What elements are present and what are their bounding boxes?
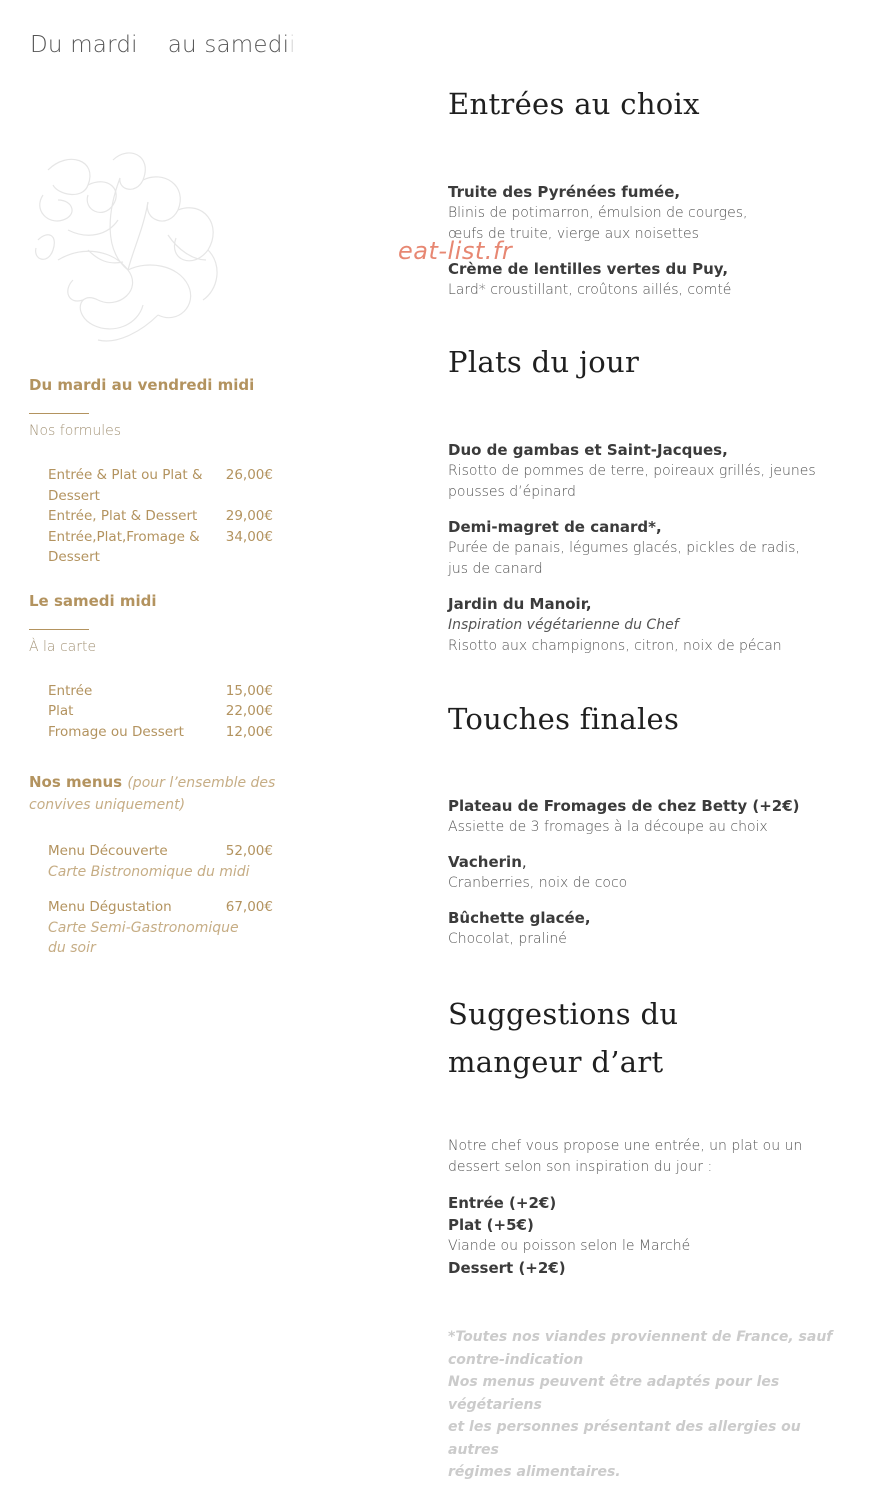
price-row — [48, 527, 289, 568]
dish-name-suffix: , — [521, 853, 527, 871]
plats-title: Plats du jour — [448, 345, 640, 379]
footnote-line: et les personnes présentant des allergies ou autres — [448, 1419, 801, 1458]
dish-name: Duo de gambas et Saint-Jacques, — [448, 441, 728, 459]
dish-desc: Chocolat, praliné — [448, 931, 567, 947]
price-label: Plat — [48, 703, 74, 719]
price-label: Menu Découverte — [48, 843, 168, 859]
price-row — [48, 506, 289, 527]
saturday-title: Le samedi midi — [29, 591, 157, 610]
dish-desc: jus de canard — [448, 561, 543, 577]
dish-desc: Lard* croustillant, croûtons aillés, comté — [448, 282, 732, 298]
weekday-subtitle: Nos formules — [29, 423, 122, 439]
suggestions-title-line2: mangeur d’art — [448, 1045, 664, 1079]
finales-title: Touches finales — [448, 702, 680, 736]
menus-title — [29, 772, 289, 816]
suggestion-entree: Entrée (+2€) — [448, 1194, 557, 1212]
price-label: Entrée & Plat ou Plat & Dessert — [48, 467, 203, 504]
price-value: 26,00€ — [225, 467, 273, 483]
dish-desc-italic: Inspiration végétarienne du Chef — [448, 617, 679, 633]
dish-desc: Cranberries, noix de coco — [448, 875, 628, 891]
page-title-part1: Du mardi — [30, 32, 138, 58]
footnote — [448, 1326, 838, 1484]
price-label: Menu Dégustation — [48, 899, 172, 915]
page-title-part2: au samedi — [167, 32, 290, 58]
flower-line-art-icon — [28, 140, 228, 350]
price-label: Entrée — [48, 682, 93, 699]
page-title-cut: i — [289, 32, 296, 58]
menu-subtitle: Carte Bistronomique du midi — [48, 863, 250, 880]
menu-subtitle: Carte Semi-Gastronomique du soir — [48, 919, 239, 956]
dish-name-wrap — [448, 852, 848, 873]
plats-section — [448, 338, 848, 657]
dish-name: Demi-magret de canard*, — [448, 518, 662, 536]
suggestions-section — [448, 990, 848, 1279]
menus-title-note: (pour l’ensemble des convives uniquement) — [29, 775, 276, 813]
saturday-section — [29, 591, 289, 743]
entrees-section — [448, 80, 848, 301]
page-title — [30, 32, 296, 58]
menus-section — [29, 772, 289, 959]
weekday-title: Du mardi au vendredi midi — [29, 376, 255, 394]
price-label: Entrée,Plat,Fromage & Dessert — [48, 528, 200, 565]
dish-desc: Blinis de potimarron, émulsion de courges, — [448, 205, 748, 221]
left-column — [29, 375, 289, 959]
price-row — [48, 681, 289, 702]
menus-title-text: Nos menus — [29, 773, 123, 791]
price-label: Fromage ou Dessert — [48, 723, 184, 740]
dish-desc: Risotto de pommes de terre, poireaux grillés, jeunes — [448, 463, 816, 479]
footnote-line: Nos menus peuvent être adaptés pour les végétariens — [448, 1374, 780, 1413]
dish-name: Jardin du Manoir, — [448, 595, 592, 613]
price-value: 15,00€ — [225, 682, 273, 699]
saturday-subtitle: À la carte — [29, 638, 97, 655]
dish-name: Bûchette glacée, — [448, 909, 591, 927]
price-value: 67,00€ — [225, 899, 273, 915]
entrees-title: Entrées au choix — [448, 87, 700, 121]
menus-price-list — [29, 841, 289, 959]
dish-desc: pousses d’épinard — [448, 484, 576, 500]
price-value: 12,00€ — [225, 723, 273, 740]
footnote-line: *Toutes nos viandes proviennent de France, sauf — [448, 1329, 833, 1345]
dish-name: Vacherin — [448, 853, 522, 871]
suggestions-title-line1: Suggestions du — [448, 997, 679, 1031]
dish-desc: Risotto aux champignons, citron, noix de pécan — [448, 638, 782, 654]
price-row — [48, 701, 289, 722]
watermark: eat-list.fr — [398, 237, 513, 265]
dish-name: Plateau de Fromages de chez Betty (+2€) — [448, 797, 800, 815]
price-value: 52,00€ — [225, 843, 273, 859]
price-value: 29,00€ — [225, 508, 273, 524]
finales-section — [448, 695, 848, 950]
dish-desc: œufs de truite, vierge aux noisettes — [448, 226, 699, 242]
footnote-line: contre-indication — [448, 1351, 584, 1368]
weekday-price-list — [29, 465, 289, 568]
weekday-rule — [29, 413, 89, 414]
suggestion-dessert: Dessert (+2€) — [448, 1259, 566, 1277]
price-value: 34,00€ — [225, 528, 273, 545]
saturday-price-list — [29, 681, 289, 743]
price-value: 22,00€ — [225, 703, 273, 719]
price-row — [48, 841, 289, 862]
price-row — [48, 465, 289, 506]
price-row — [48, 897, 289, 918]
dish-name: Truite des Pyrénées fumée, — [448, 183, 681, 201]
suggestion-plat: Plat (+5€) — [448, 1216, 534, 1234]
footnote-line: régimes alimentaires. — [448, 1464, 621, 1480]
suggestions-intro: Notre chef vous propose une entrée, un plat ou un — [448, 1138, 803, 1154]
suggestion-plat-desc: Viande ou poisson selon le Marché — [448, 1238, 691, 1254]
saturday-rule — [29, 629, 89, 630]
price-row — [48, 722, 289, 743]
dish-name: Crème de lentilles vertes du Puy, — [448, 260, 729, 278]
dish-desc: Assiette de 3 fromages à la découpe au choix — [448, 819, 768, 835]
weekday-section — [29, 375, 289, 568]
dish-desc: Purée de panais, légumes glacés, pickles de radis, — [448, 540, 800, 556]
suggestions-intro: dessert selon son inspiration du jour : — [448, 1159, 713, 1175]
price-label: Entrée, Plat & Dessert — [48, 508, 198, 524]
